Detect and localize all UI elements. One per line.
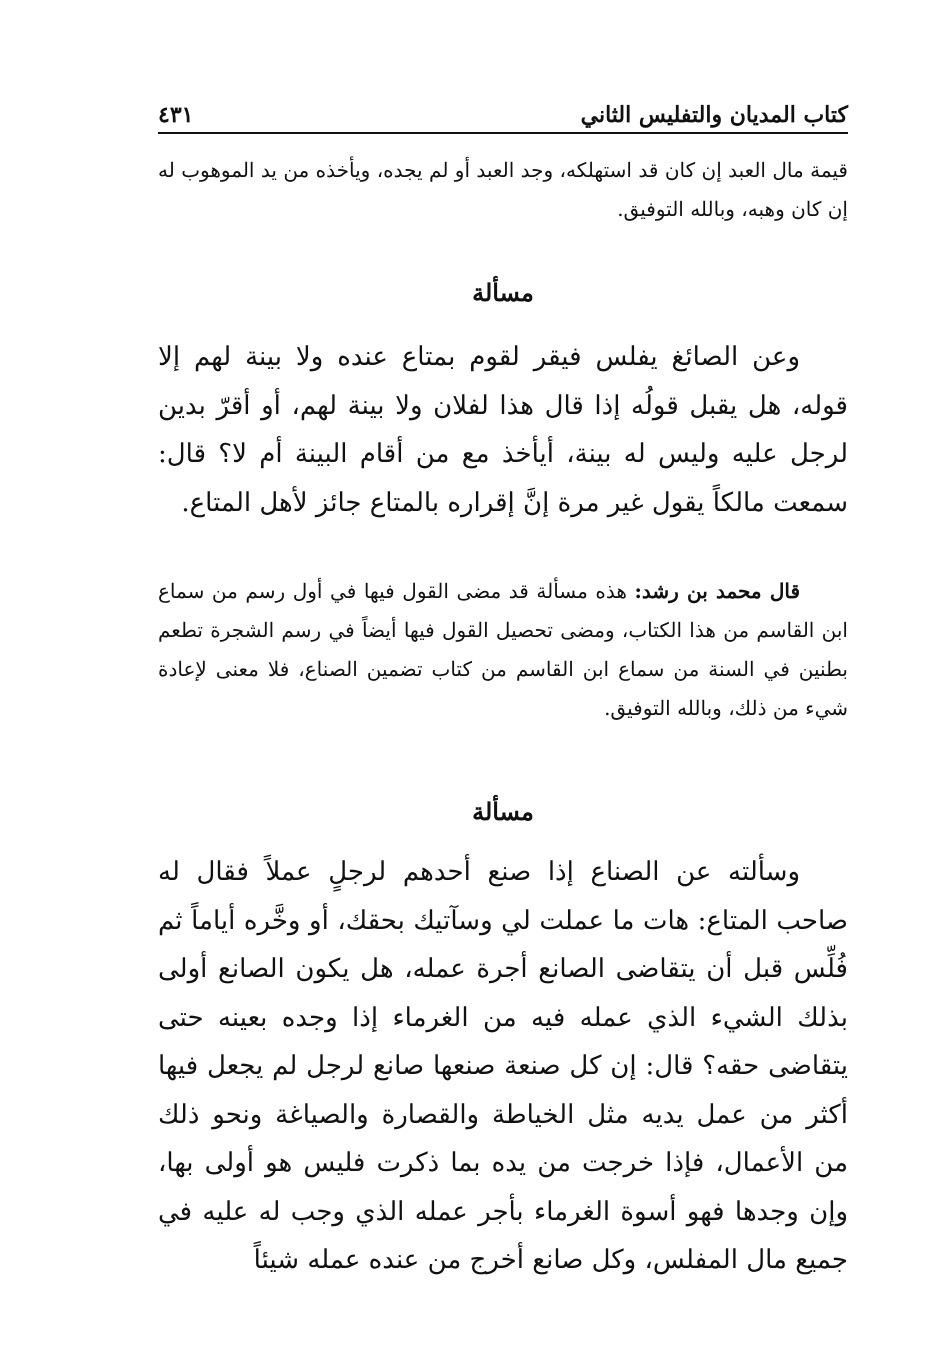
header-rule	[158, 132, 848, 134]
section-heading-1: مسألة	[472, 278, 534, 307]
running-header	[158, 88, 848, 128]
paragraph-question-1: وعن الصائغ يفلس فيقر لقوم بمتاع عنده ولا بينة لهم إلا قوله، هل يقبل قولُه إذا قال هذا لفلان ولا بينة لهم، أو أقرّ بدين لرجل عليه وليس له بينة، أيأخذ مع من أقام البينة أم لا؟ قال: سمعت مالكاً يقول غير مرة إنَّ إقراره بالمتاع جائز لأهل المتاع.	[158, 342, 848, 518]
section-heading-2: مسألة	[472, 797, 534, 826]
commentary-body: هذه مسألة قد مضى القول فيها في أول رسم من سماع ابن القاسم من هذا الكتاب، ومضى تحصيل القول فيها أيضاً في رسم الشجرة تطعم بطنين في السنة من سماع ابن القاسم من كتاب تضمين الصناع، فلا معنى لإعادة شيء من ذلك، وبالله التوفيق.	[158, 579, 848, 720]
paragraph-continuation: قيمة مال العبد إن كان قد استهلكه، وجد العبد أو لم يجده، ويأخذه من يد الموهوب له إن كان وهبه، وبالله التوفيق.	[158, 158, 848, 221]
header-title: كتاب المديان والتفليس الثاني	[580, 102, 848, 128]
paragraph-commentary	[158, 572, 848, 728]
paragraph-question-2: وسألته عن الصناع إذا صنع أحدهم لرجلٍ عملاً فقال له صاحب المتاع: هات ما عملت لي وسآتيك بحقك، أو وخَّره أياماً ثم فُلِّس قبل أن يتقاضى الصانع أجرة عمله، هل يكون الصانع أولى بذلك الشيء الذي عمله فيه من الغرماء إذا وجده بعينه حتى يتقاضى حقه؟ قال: إن كل صنعة صنعها صانع لرجل لم يجعل فيها أكثر من عمل يديه مثل الخياطة والقصارة والصياغة ونحو ذلك من الأعمال، فإذا خرجت من يده بما ذكرت فليس هو أولى بها، وإن وجدها فهو أسوة الغرماء بأجر عمله الذي وجب له عليه في جميع مال المفلس، وكل صانع أخرج من عنده عمله شيئاً	[158, 857, 848, 1275]
page-number: ٤٣١	[158, 102, 194, 128]
commentary-lead: قال محمد بن رشد:	[634, 579, 800, 603]
